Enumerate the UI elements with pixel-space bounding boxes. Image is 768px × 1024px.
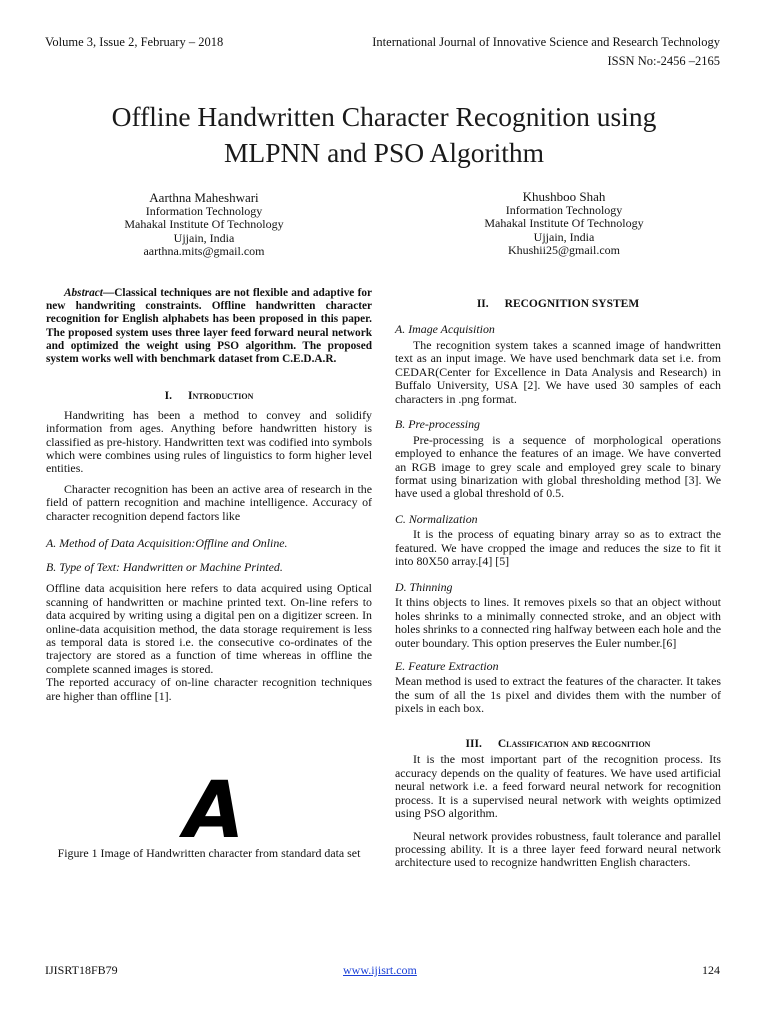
subsection-heading-pre-processing: B. Pre-processing xyxy=(395,417,480,432)
abstract xyxy=(46,287,372,366)
intro-paragraph-2: Character recognition has been an active area of research in the field of pattern recognition and machine intelligence. Accuracy of character recognition depend factors like xyxy=(46,481,372,523)
abstract-text: Classical techniques are not flexible and adaptive for new handwriting constraints. Offline handwritten character recognition for English alphabets has been proposed in this paper. The proposed system uses three layer feed forward neural network and optimized the weight using PSO algorithm. The proposed system works well with benchmark dataset from C.E.D.A.R. xyxy=(46,287,372,366)
author-email[interactable]: aarthna.mits@gmail.com xyxy=(143,244,265,259)
abstract-dash: — xyxy=(102,287,115,299)
thinning-text: It thins objects to lines. It removes pixels so that an object without holes shrinks to a minimally connected stroke, and an object with holes shrinks to a connected ring halfway between each hole and the outer boundary. This option preserves the Euler number.[6] xyxy=(395,595,721,650)
section-number: III. xyxy=(465,737,482,750)
image-acquisition-text: The recognition system takes a scanned image of handwritten text as an input image. We have used benchmark data set i.e. from CEDAR(Center for Excellence in Data Analysis and Research) in Buffalo University, USA [2]. We have used 30 samples of each characters in .png format. xyxy=(395,337,721,406)
abstract-label: Abstract xyxy=(64,287,103,299)
intro-paragraph-1: Handwriting has been a method to convey and solidify information from ages. Anything before handwritten history is classified as pre-history. Handwritten text was codified into symbols which were combines using rules of linguistics to form higher level entities. xyxy=(46,407,372,476)
author-name: Khushboo Shah xyxy=(522,189,606,204)
classification-paragraph-2: Neural network provides robustness, fault tolerance and parallel processing ability. It is a three layer feed forward neural network architecture used to recognize handwritten English characters. xyxy=(395,828,721,870)
author-email[interactable]: Khushii25@gmail.com xyxy=(507,243,621,258)
section-title: Introduction xyxy=(187,390,254,403)
author-city: Ujjain, India xyxy=(533,229,595,244)
subsection-heading-normalization: C. Normalization xyxy=(395,511,478,526)
subsection-heading-thinning: D. Thinning xyxy=(395,579,453,594)
journal-website-link[interactable]: www.ijisrt.com xyxy=(343,963,417,977)
factor-item-b: B. Type of Text: Handwritten or Machine Printed. xyxy=(46,559,283,574)
title-line-1: Offline Handwritten Character Recognition using xyxy=(111,101,657,132)
section-title: RECOGNITION SYSTEM xyxy=(504,298,640,310)
author-block-2 xyxy=(464,190,664,258)
section-title: Classification and recognition xyxy=(497,737,651,750)
feature-extraction-text: Mean method is used to extract the features of the character. It takes the sum of all the 1s pixel and divides them with the number of pixels in each box. xyxy=(395,674,721,716)
handwritten-character-image: A xyxy=(184,766,245,856)
pre-processing-text: Pre-processing is a sequence of morphological operations employed to enhance the features of an image. We have converted an RGB image to grey scale and employed grey scale to binary format using binarization with global thresholding method [3]. We have used a global threshold of 0.5. xyxy=(395,432,721,501)
intro-paragraph-3: Offline data acquisition here refers to data acquired using Optical scanning of handwritten or machine printed text. On-line refers to data acquired by writing using a digital pen on a digitizer screen. In online-data acquisition method, the data storage requirement is less as temporal data is stored i.e. the consecutive co-ordinates of the trajectory are stored as a function of time whereas in offline the complete scanned images is stored. xyxy=(46,581,372,676)
title-line-2: MLPNN and PSO Algorithm xyxy=(223,137,545,168)
figure-caption: Figure 1 Image of Handwritten character from standard data set xyxy=(57,846,361,860)
author-dept: Information Technology xyxy=(505,202,623,217)
author-block-1 xyxy=(104,191,304,259)
author-institute: Mahakal Institute Of Technology xyxy=(124,217,284,232)
subsection-heading-image-acquisition: A. Image Acquisition xyxy=(395,322,495,337)
author-dept: Information Technology xyxy=(145,203,263,218)
paper-code: IJISRT18FB79 xyxy=(45,963,118,977)
section-number: II. xyxy=(476,298,489,310)
author-city: Ujjain, India xyxy=(173,230,235,245)
volume-info: Volume 3, Issue 2, February – 2018 xyxy=(45,35,224,49)
section-heading-classification xyxy=(395,738,721,751)
author-name: Aarthna Maheshwari xyxy=(149,190,259,205)
section-number: I. xyxy=(164,390,172,403)
issn: ISSN No:-2456 –2165 xyxy=(607,54,720,68)
author-institute: Mahakal Institute Of Technology xyxy=(484,216,644,231)
page-number: 124 xyxy=(702,963,720,977)
intro-paragraph-4: The reported accuracy of on-line character recognition techniques are higher than offline [1]. xyxy=(46,675,372,703)
right-column xyxy=(395,298,721,870)
section-heading-introduction xyxy=(46,390,372,403)
section-heading-recognition-system xyxy=(395,298,721,311)
subsection-heading-feature-extraction: E. Feature Extraction xyxy=(395,658,499,673)
journal-name: International Journal of Innovative Science and Research Technology xyxy=(372,35,720,49)
paper-title xyxy=(40,99,728,171)
normalization-text: It is the process of equating binary array so as to extract the featured. We have cropped the image and reduces the size to fit it into 80X50 array.[4] [5] xyxy=(395,527,721,569)
classification-paragraph-1: It is the most important part of the recognition process. Its accuracy depends on the quality of features. We have used artificial neural network i.e. a feed forward neural network for recognition process. It is a supervised neural network with weights optimized using PSO algorithm. xyxy=(395,752,721,821)
factor-item-a: A. Method of Data Acquisition:Offline and Online. xyxy=(46,536,288,551)
left-column xyxy=(46,287,372,703)
